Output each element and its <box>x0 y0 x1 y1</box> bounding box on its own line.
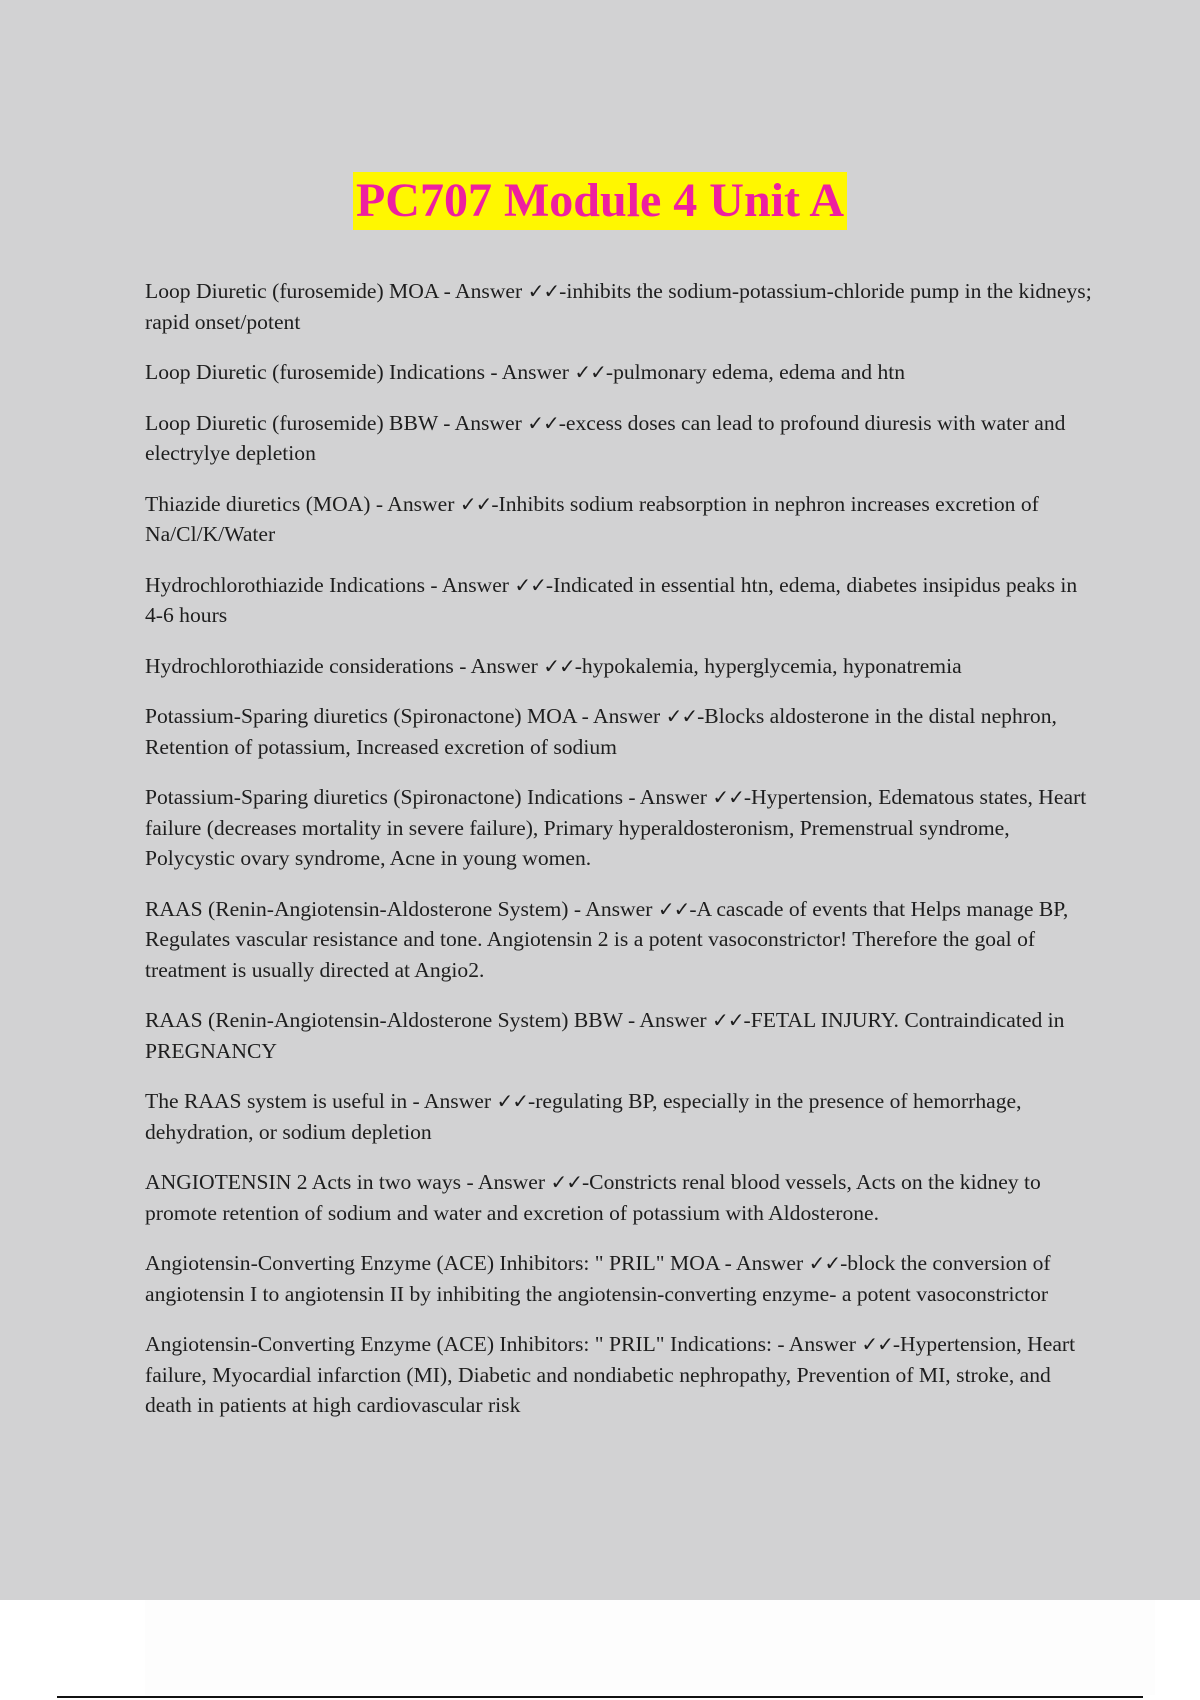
entry-answer: -Indicated in essential htn, edema, diabetes insipidus peaks in 4-6 hours <box>145 572 1078 627</box>
entry-question: Loop Diuretic (furosemide) Indications - Answer <box>145 360 575 384</box>
entry-answer: -A cascade of events that Helps manage BP, Regulates vascular resistance and tone. Angiotensin 2 is a potent vasoconstrictor! Therefore the goal of treatment is usually directed at Angio2. <box>145 896 1069 982</box>
list-item <box>145 357 1095 388</box>
entry-answer: -Constricts renal blood vessels, Acts on the kidney to promote retention of sodium and water and excretion of potassium with Aldosterone. <box>145 1170 1041 1225</box>
entry-question: Angiotensin-Converting Enzyme (ACE) Inhibitors: " PRIL" MOA - Answer <box>145 1251 809 1275</box>
entry-question: Angiotensin-Converting Enzyme (ACE) Inhibitors: " PRIL" Indications: - Answer <box>145 1332 862 1356</box>
entry-answer: -pulmonary edema, edema and htn <box>605 360 906 384</box>
double-check-icon: ✓✓ <box>459 491 492 516</box>
double-check-icon: ✓✓ <box>712 785 744 809</box>
list-item <box>145 489 1095 550</box>
list-item <box>145 701 1095 762</box>
list-item <box>145 276 1095 337</box>
double-check-icon: ✓✓ <box>665 704 698 728</box>
entry-question: Potassium-Sparing diuretics (Spironactone) Indications - Answer <box>145 785 713 809</box>
entry-answer: -regulating BP, especially in the presence of hemorrhage, dehydration, or sodium depletion <box>145 1089 1022 1144</box>
entry-answer: -block the conversion of angiotensin I to angiotensin II by inhibiting the angiotensin-converting enzyme- a potent vasoconstrictor <box>145 1251 1051 1306</box>
double-check-icon: ✓✓ <box>712 1008 744 1032</box>
double-check-icon: ✓✓ <box>657 896 690 921</box>
list-item <box>145 570 1095 631</box>
double-check-icon: ✓✓ <box>496 1089 528 1113</box>
entry-answer: -FETAL INJURY. Contraindicated in PREGNANCY <box>145 1008 1065 1063</box>
double-check-icon: ✓✓ <box>808 1251 841 1275</box>
list-item <box>145 782 1095 874</box>
entry-question: Hydrochlorothiazide Indications - Answer <box>145 572 515 597</box>
list-item <box>145 651 1095 682</box>
double-check-icon: ✓✓ <box>574 360 606 384</box>
entry-question: RAAS (Renin-Angiotensin-Aldosterone System) BBW - Answer <box>145 1008 712 1032</box>
list-item <box>145 1167 1095 1228</box>
entry-answer: -Inhibits sodium reabsorption in nephron increases excretion of Na/Cl/K/Water <box>145 491 1039 546</box>
bottom-divider <box>57 1696 1143 1698</box>
entry-answer: -inhibits the sodium-potassium-chloride pump in the kidneys; rapid onset/potent <box>145 279 1092 334</box>
entry-question: Potassium-Sparing diuretics (Spironactone) MOA - Answer <box>145 704 666 728</box>
entry-question: Hydrochlorothiazide considerations - Answer <box>145 653 544 678</box>
double-check-icon: ✓✓ <box>550 1170 582 1194</box>
list-item <box>145 1005 1095 1066</box>
entry-answer: -Blocks aldosterone in the distal nephron, Retention of potassium, Increased excretion of sodium <box>145 704 1057 759</box>
list-item <box>145 1329 1095 1421</box>
list-item <box>145 1248 1095 1309</box>
entry-answer: -Hypertension, Heart failure, Myocardial infarction (MI), Diabetic and nondiabetic nephropathy, Prevention of MI, stroke, and death in patients at high cardiovascular risk <box>145 1332 1076 1417</box>
double-check-icon: ✓✓ <box>527 410 559 435</box>
entry-answer: -excess doses can lead to profound diuresis with water and electrylye depletion <box>145 410 1066 465</box>
double-check-icon: ✓✓ <box>861 1332 893 1356</box>
list-item <box>145 408 1095 469</box>
entry-question: ANGIOTENSIN 2 Acts in two ways - Answer <box>145 1170 551 1194</box>
double-check-icon: ✓✓ <box>514 572 546 597</box>
list-item <box>145 894 1095 986</box>
page-title: PC707 Module 4 Unit A <box>353 172 847 230</box>
title-container <box>0 172 1200 230</box>
entry-question: RAAS (Renin-Angiotensin-Aldosterone System) - Answer <box>145 896 658 921</box>
entry-answer: -hypokalemia, hyperglycemia, hyponatremia <box>574 653 962 678</box>
entry-question: Loop Diuretic (furosemide) BBW - Answer <box>145 410 528 435</box>
double-check-icon: ✓✓ <box>527 279 560 303</box>
double-check-icon: ✓✓ <box>543 653 575 678</box>
entry-question: Thiazide diuretics (MOA) - Answer <box>145 491 460 516</box>
entry-question: Loop Diuretic (furosemide) MOA - Answer <box>145 279 528 303</box>
list-item <box>145 1086 1095 1147</box>
footer-area <box>145 1600 1155 1695</box>
entry-answer: -Hypertension, Edematous states, Heart failure (decreases mortality in severe failure), Primary hyperaldosteronism, Premenstrual syndrome, Polycystic ovary syndrome, Acne in young women. <box>145 785 1087 870</box>
entry-list <box>145 276 1095 1441</box>
entry-question: The RAAS system is useful in - Answer <box>145 1089 497 1113</box>
